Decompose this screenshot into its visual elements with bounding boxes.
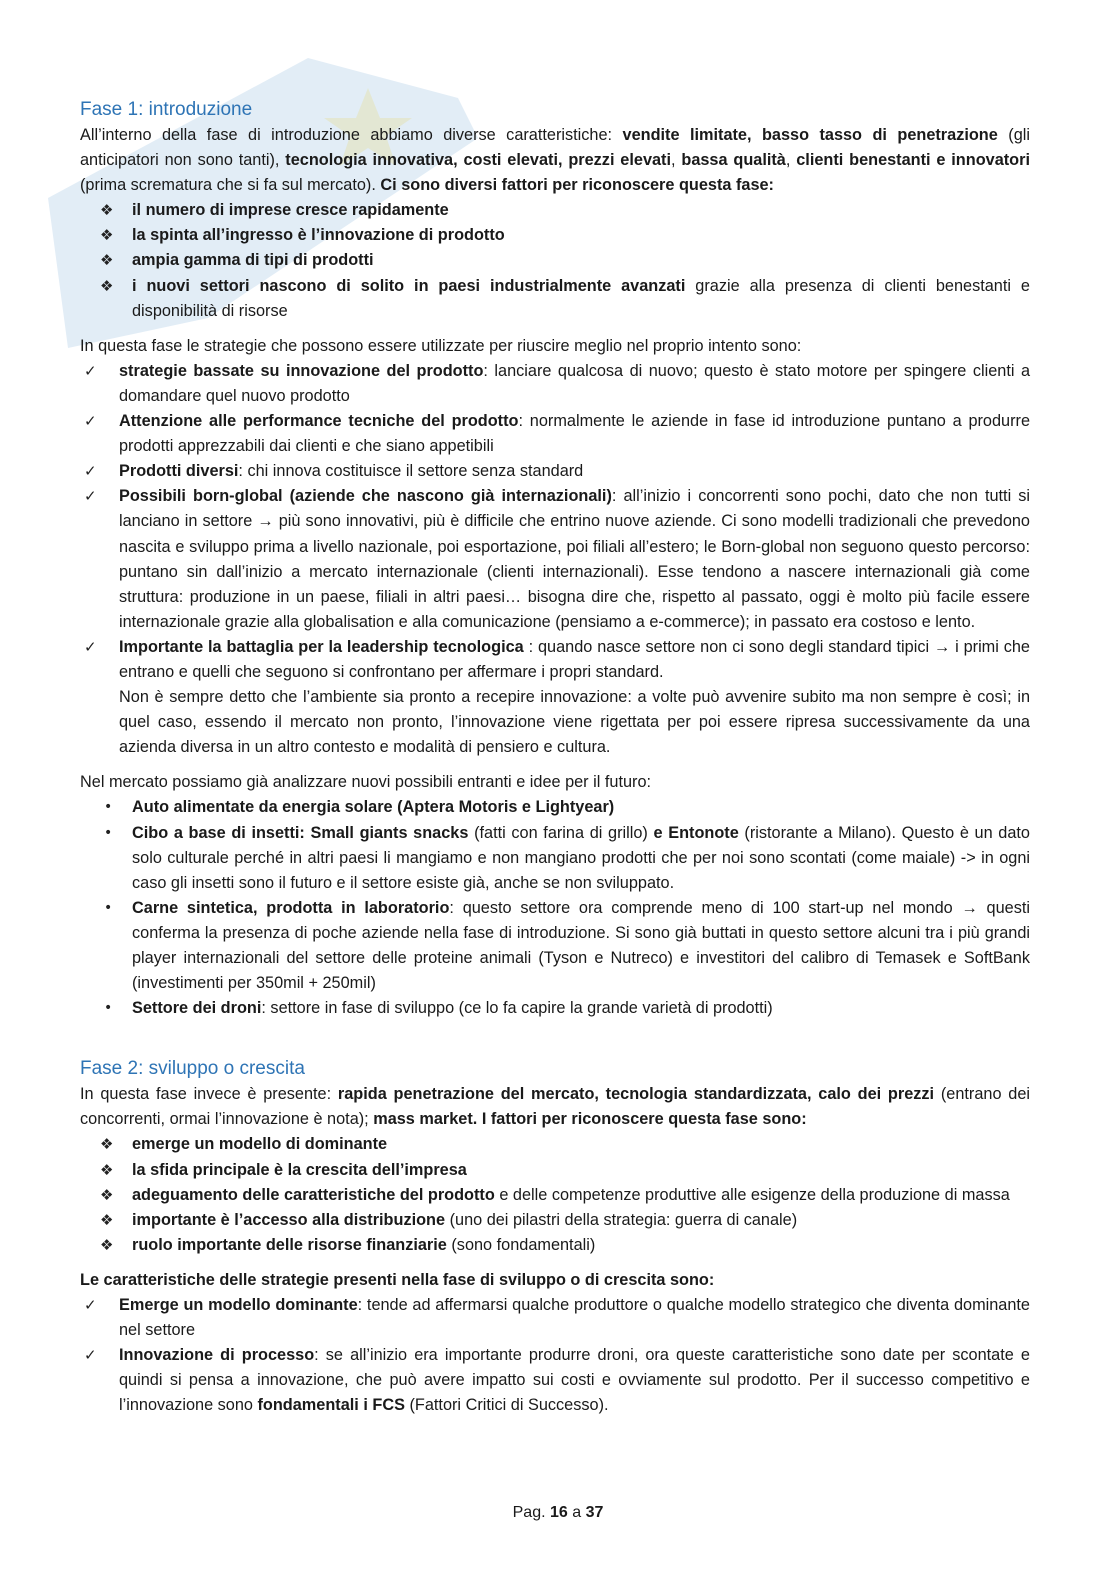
bullet-marker-icon: • bbox=[104, 799, 113, 816]
list-item bbox=[80, 274, 1030, 324]
list-item bbox=[80, 795, 1030, 820]
section1-strategies-intro: In questa fase le strategie che possono essere utilizzate per riuscire meglio nel proprio intento sono: bbox=[80, 336, 802, 355]
bold-text: adeguamento delle caratteristiche del prodotto bbox=[132, 1185, 495, 1204]
bold-text: Importante la battaglia per la leadership tecnologica bbox=[119, 637, 524, 656]
text-run: : questo settore ora comprende meno di 100 start-up nel mondo → questi conferma la presenza di poche aziende nella fase di introduzione. Si sono già buttati in questo settore alcuni tra i più grandi player internazionali del settore delle proteine animali (Tyson e Nutreco) e investitori del calibro di Temasek e SoftBank (investimenti per 350mil + 250mil) bbox=[132, 898, 1030, 993]
section1-market-intro: Nel mercato possiamo già analizzare nuovi possibili entranti e idee per il futuro: bbox=[80, 773, 652, 792]
section-title-fase-2: Fase 2: sviluppo o crescita bbox=[80, 1058, 305, 1080]
list-item bbox=[80, 409, 1030, 459]
bullet-marker-icon: • bbox=[104, 824, 113, 841]
text-run: , bbox=[785, 151, 797, 170]
footer-total-pages: 37 bbox=[585, 1504, 604, 1521]
text-run: (uno dei pilastri della strategia: guerra di canale) bbox=[445, 1210, 798, 1229]
text-run: : chi innova costituisce il settore senza standard bbox=[238, 462, 584, 481]
list-item bbox=[80, 248, 1030, 273]
bold-text: Possibili born-global (aziende che nascono già internazionali) bbox=[119, 487, 612, 506]
section1-factors-list bbox=[80, 198, 1030, 323]
bullet-marker-icon: ❖ bbox=[100, 1160, 114, 1179]
bold-text: il numero di imprese cresce rapidamente bbox=[132, 201, 449, 220]
bullet-marker-icon: ❖ bbox=[100, 1135, 114, 1154]
bullet-marker-icon: ✓ bbox=[84, 462, 97, 481]
bold-text: bassa qualità bbox=[681, 151, 786, 170]
section2-strategies-intro bbox=[80, 1268, 1030, 1293]
text-run: In questa fase invece è presente: bbox=[80, 1085, 338, 1104]
bold-text: i nuovi settori nascono di solito in paesi industrialmente avanzati bbox=[132, 276, 686, 295]
list-item bbox=[80, 1158, 1030, 1183]
bullet-marker-icon: ❖ bbox=[100, 1185, 114, 1204]
page-footer bbox=[0, 1500, 1116, 1525]
bullet-marker-icon: ❖ bbox=[100, 201, 114, 220]
text-run: (fatti con farina di grillo) bbox=[468, 823, 654, 842]
bullet-marker-icon: ✓ bbox=[84, 361, 97, 380]
bold-text: Prodotti diversi bbox=[119, 462, 239, 481]
section1-intro bbox=[80, 123, 1030, 198]
bold-text: rapida penetrazione del mercato, tecnologia standardizzata, calo dei prezzi bbox=[337, 1085, 935, 1104]
bullet-marker-icon: ✓ bbox=[84, 1296, 97, 1315]
bold-text: clienti benestanti e innovatori bbox=[796, 151, 1030, 170]
list-item bbox=[80, 1233, 1030, 1258]
bold-text: mass market. I fattori per riconoscere questa fase sono: bbox=[373, 1110, 807, 1129]
section2-factors-list bbox=[80, 1132, 1030, 1257]
bold-text: Ci sono diversi fattori per riconoscere questa fase: bbox=[380, 176, 774, 195]
list-item bbox=[80, 1208, 1030, 1233]
bullet-marker-icon: ❖ bbox=[100, 276, 114, 295]
bold-text: vendite limitate, basso tasso di penetrazione bbox=[622, 126, 998, 144]
bullet-marker-icon: ✓ bbox=[84, 637, 97, 656]
list-item bbox=[80, 896, 1030, 996]
footer-page-number: 16 bbox=[549, 1504, 568, 1521]
list-item bbox=[80, 1343, 1030, 1418]
bold-text: emerge un modello di dominante bbox=[132, 1135, 388, 1154]
bold-text: Attenzione alle performance tecniche del prodotto bbox=[119, 412, 519, 431]
section2-intro bbox=[80, 1082, 1030, 1132]
bold-text: la spinta all’ingresso è l’innovazione di prodotto bbox=[132, 226, 505, 245]
footer-mid: a bbox=[567, 1504, 586, 1521]
list-item bbox=[80, 821, 1030, 896]
bold-text: la sfida principale è la crescita dell’impresa bbox=[132, 1160, 467, 1179]
section1-strategies-list bbox=[80, 359, 1030, 685]
bold-text: importante è l’accesso alla distribuzione bbox=[132, 1210, 446, 1229]
bullet-marker-icon: ✓ bbox=[84, 487, 97, 506]
footer-prefix: Pag. bbox=[512, 1504, 550, 1521]
section2-strategies-intro-text: Le caratteristiche delle strategie presenti nella fase di sviluppo o di crescita sono: bbox=[80, 1270, 715, 1289]
list-item bbox=[80, 459, 1030, 484]
bullet-marker-icon: ✓ bbox=[84, 412, 97, 431]
bullet-marker-icon: ❖ bbox=[100, 226, 114, 245]
text-run: (gli anticipatori non sono tanti), bbox=[80, 126, 1030, 170]
list-item bbox=[80, 635, 1030, 685]
list-item bbox=[80, 198, 1030, 223]
list-item bbox=[80, 1183, 1030, 1208]
text-run: : settore in fase di sviluppo (ce lo fa capire la grande varietà di prodotti) bbox=[261, 999, 773, 1018]
text-run: All’interno della fase di introduzione abbiamo diverse caratteristiche: bbox=[80, 126, 623, 144]
text-run: , bbox=[671, 151, 682, 170]
bold-text: Settore dei droni bbox=[132, 999, 262, 1018]
text-run: grazie alla presenza di clienti benestanti e disponibilità di risorse bbox=[132, 276, 1030, 320]
bullet-marker-icon: ❖ bbox=[100, 1235, 114, 1254]
bold-text: ruolo importante delle risorse finanziarie bbox=[132, 1235, 447, 1254]
text-run: : normalmente le aziende in fase id introduzione puntano a produrre prodotti apprezzabili dai clienti e che siano appetibili bbox=[119, 412, 1030, 456]
bold-text: strategie bassate su innovazione del prodotto bbox=[119, 361, 484, 380]
bold-text: Carne sintetica, prodotta in laboratorio bbox=[132, 898, 450, 917]
section1-strategies-note: Non è sempre detto che l’ambiente sia pronto a recepire innovazione: a volte può avvenire subito ma non sempre è così; in quel caso, essendo il mercato non pronto, l’innovazione viene rigettata per poi essere ripresa successivamente da una azienda diversa in un altro contesto e modalità di pensiero e cultura. bbox=[119, 688, 1030, 757]
text-run: (prima scrematura che si fa sul mercato). bbox=[80, 176, 381, 195]
text-run: (Fattori Critici di Successo). bbox=[404, 1396, 609, 1415]
text-run: : quando nasce settore non ci sono degli standard tipici → i primi che entrano e quelli che seguono si confrontano per affermare i propri standard. bbox=[119, 637, 1030, 681]
text-run: (entrano dei concorrenti, ormai l’innovazione è nota); bbox=[80, 1085, 1030, 1129]
text-run: (ristorante a Milano). Questo è un dato solo culturale perché in altri paesi li mangiamo e non mangiano prodotti che per noi sono scontati (come maiale) -> in ogni caso gli insetti sono il futuro e il settore esiste già, anche se non sviluppato. bbox=[132, 823, 1030, 892]
bold-text: Auto alimentate da energia solare (Aptera Motoris e Lightyear) bbox=[132, 798, 615, 817]
bullet-marker-icon: ✓ bbox=[84, 1346, 97, 1365]
bullet-marker-icon: ❖ bbox=[100, 251, 114, 270]
text-run: : lanciare qualcosa di nuovo; questo è stato motore per spingere clienti a domandare quel nuovo prodotto bbox=[119, 361, 1031, 405]
bold-text: ampia gamma di tipi di prodotti bbox=[132, 251, 374, 270]
text-run: (sono fondamentali) bbox=[446, 1235, 596, 1254]
section-title-fase-1: Fase 1: introduzione bbox=[80, 99, 253, 120]
section1-market-list bbox=[80, 795, 1030, 1021]
list-item bbox=[80, 1293, 1030, 1343]
bullet-marker-icon: • bbox=[104, 899, 113, 916]
list-item bbox=[80, 359, 1030, 409]
page-content bbox=[80, 96, 1030, 1419]
text-run: : all’inizio i concorrenti sono pochi, dato che non tutti si lanciano in settore → più sono innovativi, più è difficile che entrino nuove aziende. Ci sono modelli tradizionali che prevedono nascita e sviluppo prima a livello nazionale, poi esportazione, poi filiali all’estero; le Born-global non seguono questo percorso: puntano sin dall’inizio a mercato internazionale (clienti internazionali). Esse tendono a nascere internazionali già come struttura: produzione in un paese, filiali in altri paesi… bisogna dire che, rispetto al passato, oggi è molto più facile essere internazionale grazie alla globalisation e alla comunicazione (pensiamo a e-commerce); in passato era costoso e lento. bbox=[119, 487, 1031, 631]
bullet-marker-icon: ❖ bbox=[100, 1210, 114, 1229]
list-item bbox=[80, 484, 1030, 635]
bold-text: Emerge un modello dominante bbox=[119, 1296, 358, 1315]
text-run: : se all’inizio era importante produrre droni, ora queste caratteristiche sono date per scontate e quindi si pensa a innovazione, che può avere impatto sui costi e ovviamente sul prodotto. Per il successo competitivo e l’innovazione sono bbox=[119, 1346, 1030, 1415]
bold-text: Innovazione di processo bbox=[119, 1346, 315, 1365]
bold-text: tecnologia innovativa, costi elevati, prezzi elevati bbox=[285, 151, 671, 170]
text-run: e delle competenze produttive alle esigenze della produzione di massa bbox=[494, 1185, 1010, 1204]
bold-text: fondamentali i FCS bbox=[257, 1396, 405, 1415]
list-item bbox=[80, 223, 1030, 248]
bold-text: e Entonote bbox=[653, 823, 739, 842]
bullet-marker-icon: • bbox=[104, 1000, 113, 1017]
list-item bbox=[80, 996, 1030, 1021]
list-item bbox=[80, 1132, 1030, 1157]
bold-text: Cibo a base di insetti: Small giants snacks bbox=[132, 823, 469, 842]
text-run: : tende ad affermarsi qualche produttore o qualche modello strategico che diventa dominante nel settore bbox=[119, 1296, 1030, 1340]
section2-strategies-list bbox=[80, 1293, 1030, 1418]
